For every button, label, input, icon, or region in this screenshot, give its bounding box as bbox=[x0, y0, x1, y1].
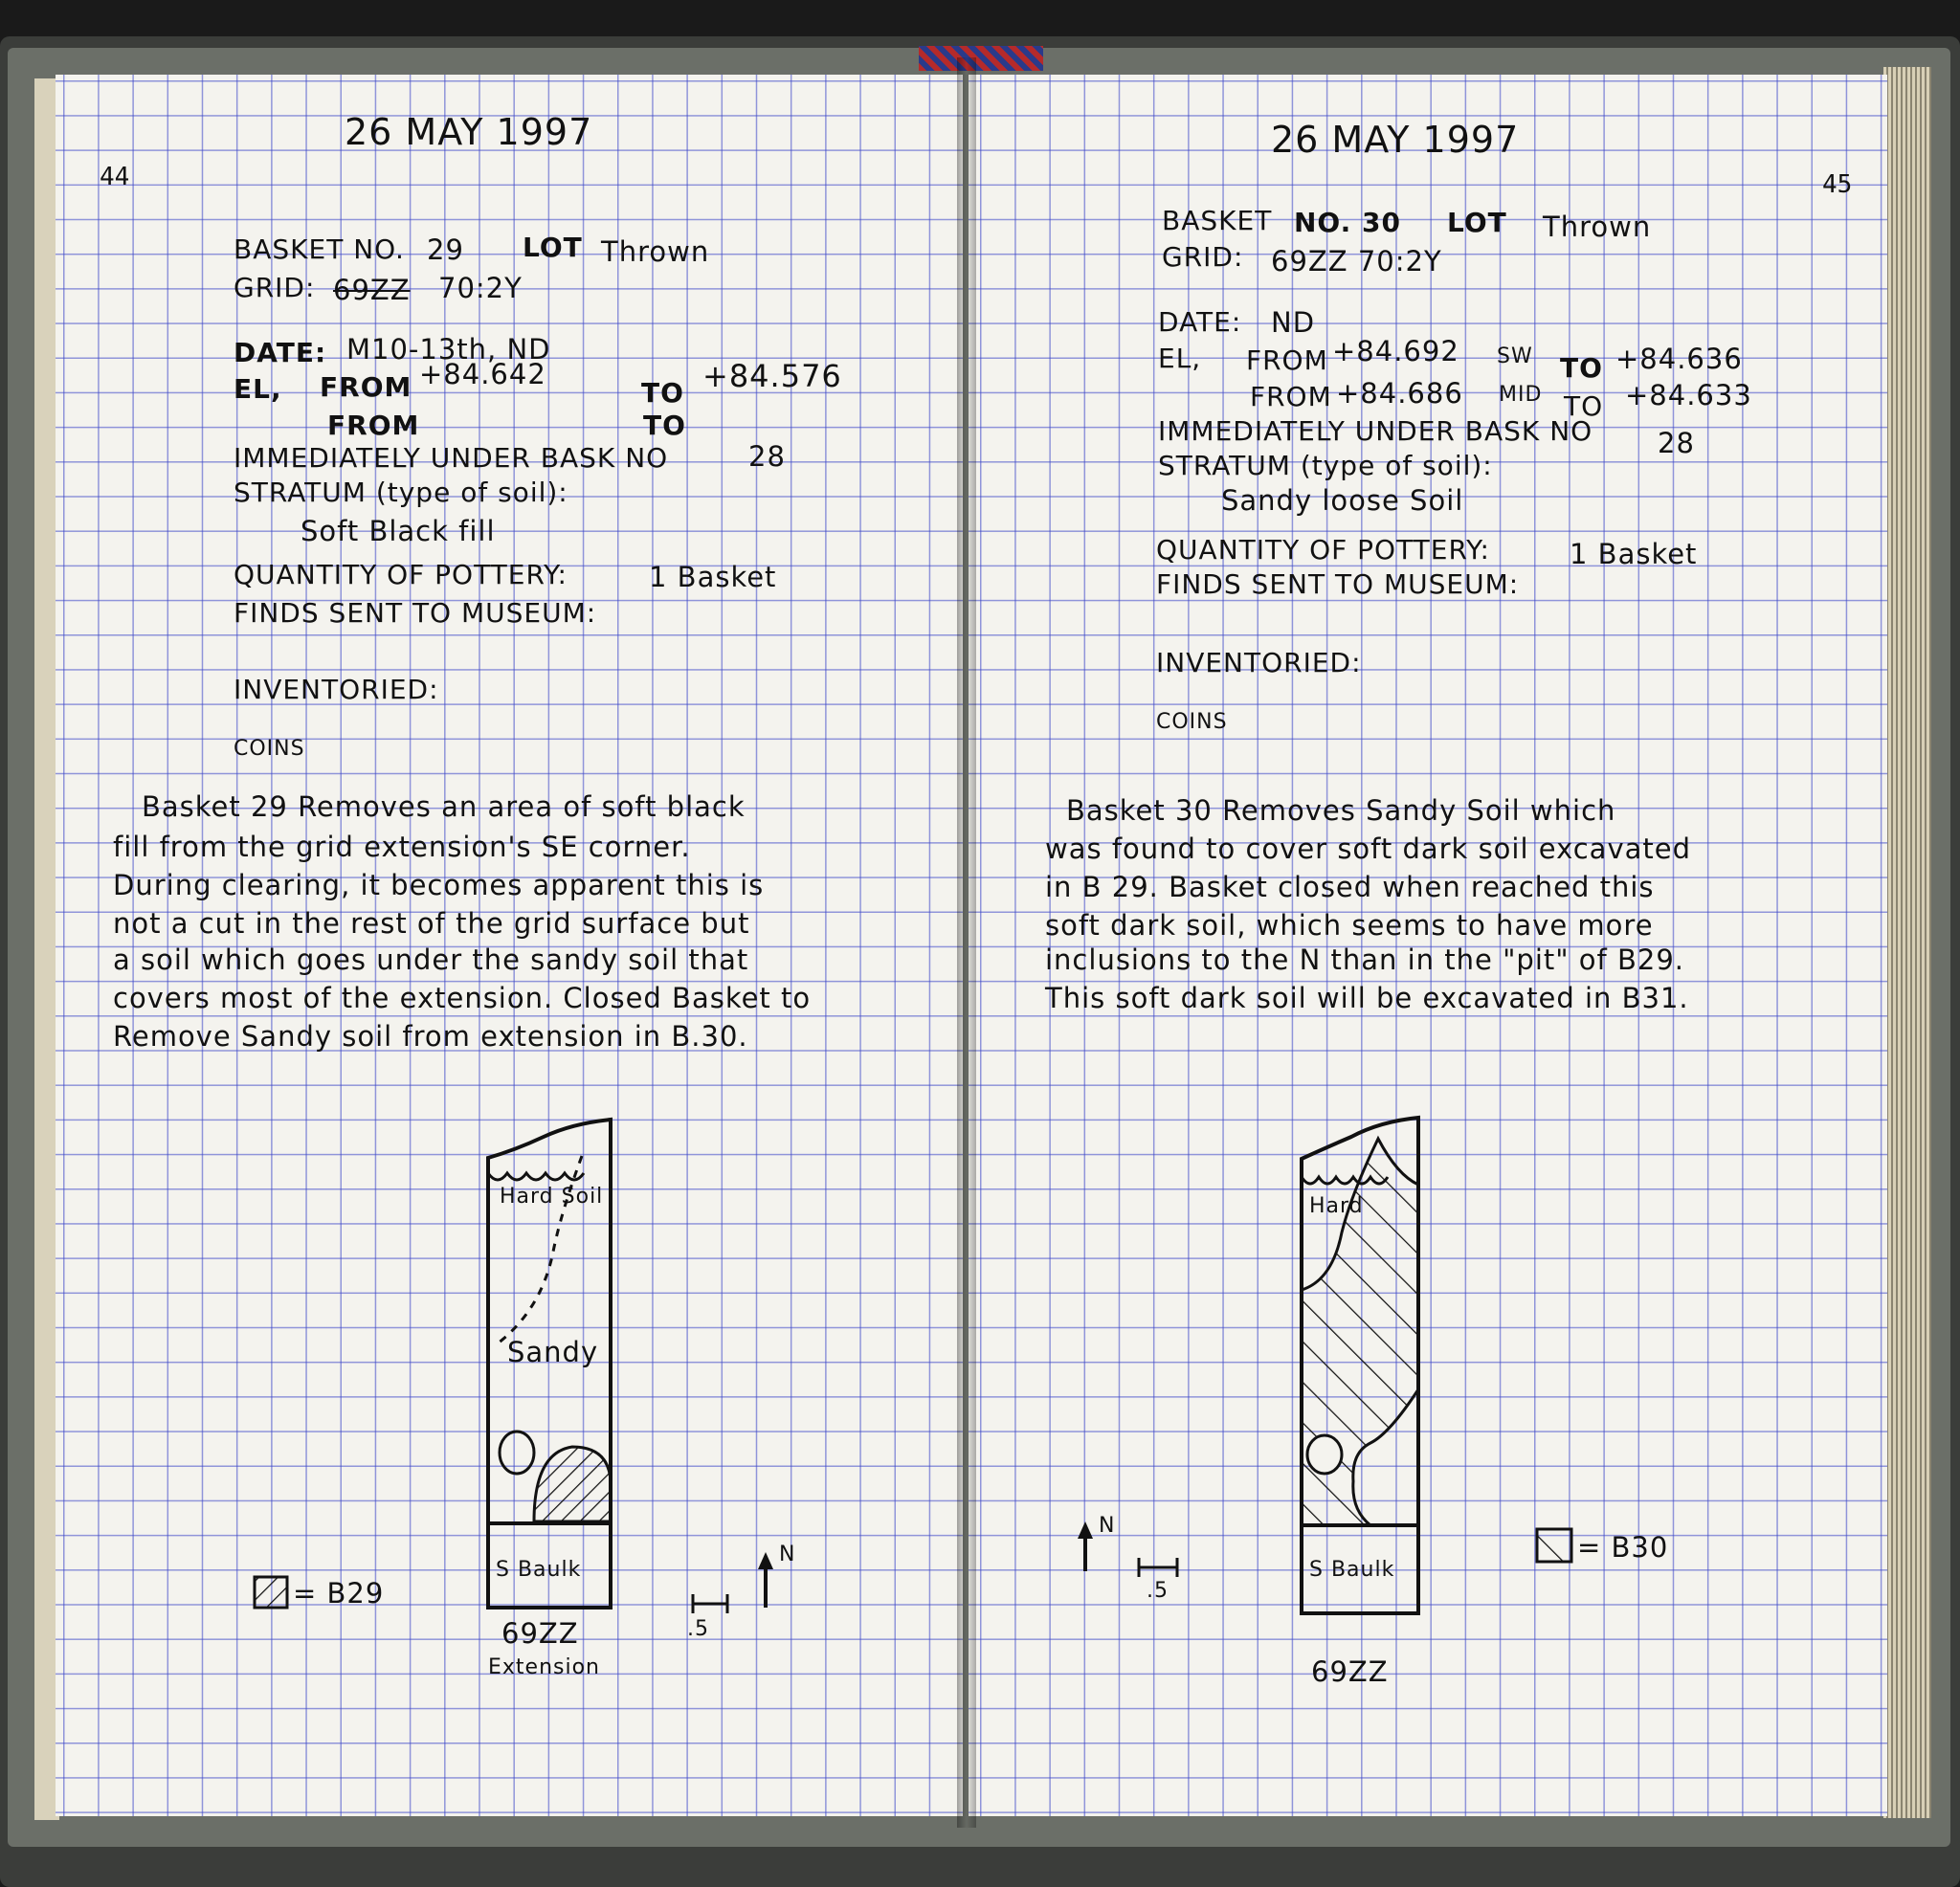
legend-label: = B29 bbox=[293, 1577, 385, 1610]
page-date: 26 MAY 1997 bbox=[345, 111, 593, 153]
from-value: +84.642 bbox=[419, 358, 546, 390]
under-value: 28 bbox=[748, 440, 786, 473]
stratum-value: Sandy loose Soil bbox=[1221, 484, 1464, 517]
note-line: Basket 30 Removes Sandy Soil which bbox=[1066, 794, 1616, 827]
note-line: During clearing, it becomes apparent this is bbox=[113, 869, 765, 901]
grid-sketch-label: 69ZZ bbox=[1311, 1655, 1389, 1688]
date-value: M10-13th, ND bbox=[346, 333, 551, 366]
from2-label: FROM bbox=[327, 410, 420, 441]
pottery-value: 1 Basket bbox=[649, 561, 777, 593]
coin-marker-icon bbox=[500, 1432, 534, 1474]
legend-hatch-swatch bbox=[255, 1577, 287, 1608]
bookmark-ribbon bbox=[919, 46, 1043, 71]
elevation-label: EL, bbox=[1158, 343, 1202, 374]
note-line: in B 29. Basket closed when reached this bbox=[1045, 871, 1655, 903]
extension-label: Extension bbox=[488, 1655, 601, 1679]
basket-label: BASKET NO. bbox=[234, 233, 405, 265]
under-label: IMMEDIATELY UNDER BASK NO bbox=[1158, 415, 1593, 447]
trench-sketch-left bbox=[56, 75, 963, 1816]
basket-number: 29 bbox=[427, 233, 464, 266]
lot-label: LOT bbox=[523, 232, 583, 263]
date-value: ND bbox=[1271, 306, 1316, 339]
grid-value: 70:2Y bbox=[438, 272, 523, 304]
inventoried-label: INVENTORIED: bbox=[1156, 647, 1362, 678]
from-note: SW bbox=[1497, 344, 1533, 368]
note-line: covers most of the extension. Closed Basket to bbox=[113, 982, 812, 1014]
note-line: a soil which goes under the sandy soil that bbox=[113, 944, 749, 976]
from2-note: MID bbox=[1499, 383, 1543, 407]
from-value: +84.692 bbox=[1332, 335, 1459, 367]
elevation-label: EL, bbox=[234, 373, 282, 405]
date-label: DATE: bbox=[1158, 306, 1242, 338]
lot-value: Thrown bbox=[601, 235, 710, 268]
basket-number: NO. 30 bbox=[1294, 207, 1401, 238]
under-label: IMMEDIATELY UNDER BASK NO bbox=[234, 442, 669, 474]
scale-label: .5 bbox=[687, 1617, 709, 1641]
pottery-value: 1 Basket bbox=[1570, 538, 1698, 570]
right-page-edges bbox=[1883, 67, 1931, 1818]
grid-value: 69ZZ 70:2Y bbox=[1271, 245, 1442, 278]
stratum-label: STRATUM (type of soil): bbox=[234, 477, 568, 508]
under-value: 28 bbox=[1658, 427, 1695, 459]
note-line: not a cut in the rest of the grid surface but bbox=[113, 907, 750, 940]
hard-soil-label: Hard Soil bbox=[500, 1185, 604, 1209]
sandy-label: Sandy bbox=[507, 1336, 599, 1368]
right-page bbox=[969, 75, 1887, 1816]
finds-label: FINDS SENT TO MUSEUM: bbox=[234, 597, 597, 629]
from-label: FROM bbox=[320, 371, 412, 403]
note-line: Basket 29 Removes an area of soft black bbox=[142, 790, 746, 823]
stratum-value: Soft Black fill bbox=[301, 515, 496, 547]
grid-label: GRID: bbox=[234, 272, 316, 303]
hard-label: Hard bbox=[1309, 1194, 1364, 1218]
inventoried-label: INVENTORIED: bbox=[234, 674, 439, 705]
to-value: +84.576 bbox=[702, 358, 842, 394]
note-line: fill from the grid extension's SE corner. bbox=[113, 831, 691, 863]
to-label: TO bbox=[1560, 352, 1603, 384]
date-label: DATE: bbox=[234, 337, 327, 368]
book-gutter bbox=[957, 57, 976, 1828]
page-number: 45 bbox=[1822, 170, 1853, 199]
from-label: FROM bbox=[1246, 344, 1328, 376]
note-line: was found to cover soft dark soil excavated bbox=[1045, 832, 1692, 865]
north-label: N bbox=[779, 1543, 796, 1566]
baulk-label: S Baulk bbox=[496, 1558, 582, 1582]
legend-label: = B30 bbox=[1577, 1531, 1669, 1564]
to2-value: +84.633 bbox=[1625, 379, 1752, 411]
page-date: 26 MAY 1997 bbox=[1271, 119, 1520, 161]
pottery-label: QUANTITY OF POTTERY: bbox=[1156, 534, 1490, 566]
to-value: +84.636 bbox=[1615, 343, 1743, 375]
pottery-label: QUANTITY OF POTTERY: bbox=[234, 559, 568, 590]
to2-label: TO bbox=[643, 410, 686, 441]
lot-value: Thrown bbox=[1543, 211, 1652, 243]
from2-label: FROM bbox=[1250, 381, 1332, 412]
baulk-label: S Baulk bbox=[1309, 1558, 1395, 1582]
coin-marker-icon bbox=[1307, 1435, 1342, 1474]
grid-label: GRID: bbox=[1162, 241, 1244, 273]
left-page bbox=[56, 75, 963, 1816]
from2-value: +84.686 bbox=[1336, 377, 1463, 410]
note-line: Remove Sandy soil from extension in B.30. bbox=[113, 1020, 748, 1053]
note-line: soft dark soil, which seems to have more bbox=[1045, 909, 1654, 942]
north-label: N bbox=[1099, 1514, 1116, 1538]
page-number: 44 bbox=[100, 163, 130, 191]
scale-label: .5 bbox=[1147, 1579, 1169, 1603]
note-line: inclusions to the N than in the "pit" of B29. bbox=[1045, 944, 1684, 976]
coins-label: COINS bbox=[234, 737, 305, 761]
to-label: TO bbox=[641, 377, 684, 409]
coins-label: COINS bbox=[1156, 710, 1228, 734]
lot-label: LOT bbox=[1447, 207, 1507, 238]
finds-label: FINDS SENT TO MUSEUM: bbox=[1156, 568, 1520, 600]
note-line: This soft dark soil will be excavated in B31. bbox=[1045, 982, 1689, 1014]
legend-hatch-swatch bbox=[1537, 1529, 1571, 1562]
to2-label: TO bbox=[1564, 390, 1604, 422]
grid-struck-value: 69ZZ bbox=[333, 274, 411, 306]
trench-sketch-right bbox=[969, 75, 1887, 1816]
stratum-label: STRATUM (type of soil): bbox=[1158, 450, 1493, 481]
grid-sketch-label: 69ZZ bbox=[501, 1617, 579, 1650]
basket-label: BASKET bbox=[1162, 205, 1273, 236]
